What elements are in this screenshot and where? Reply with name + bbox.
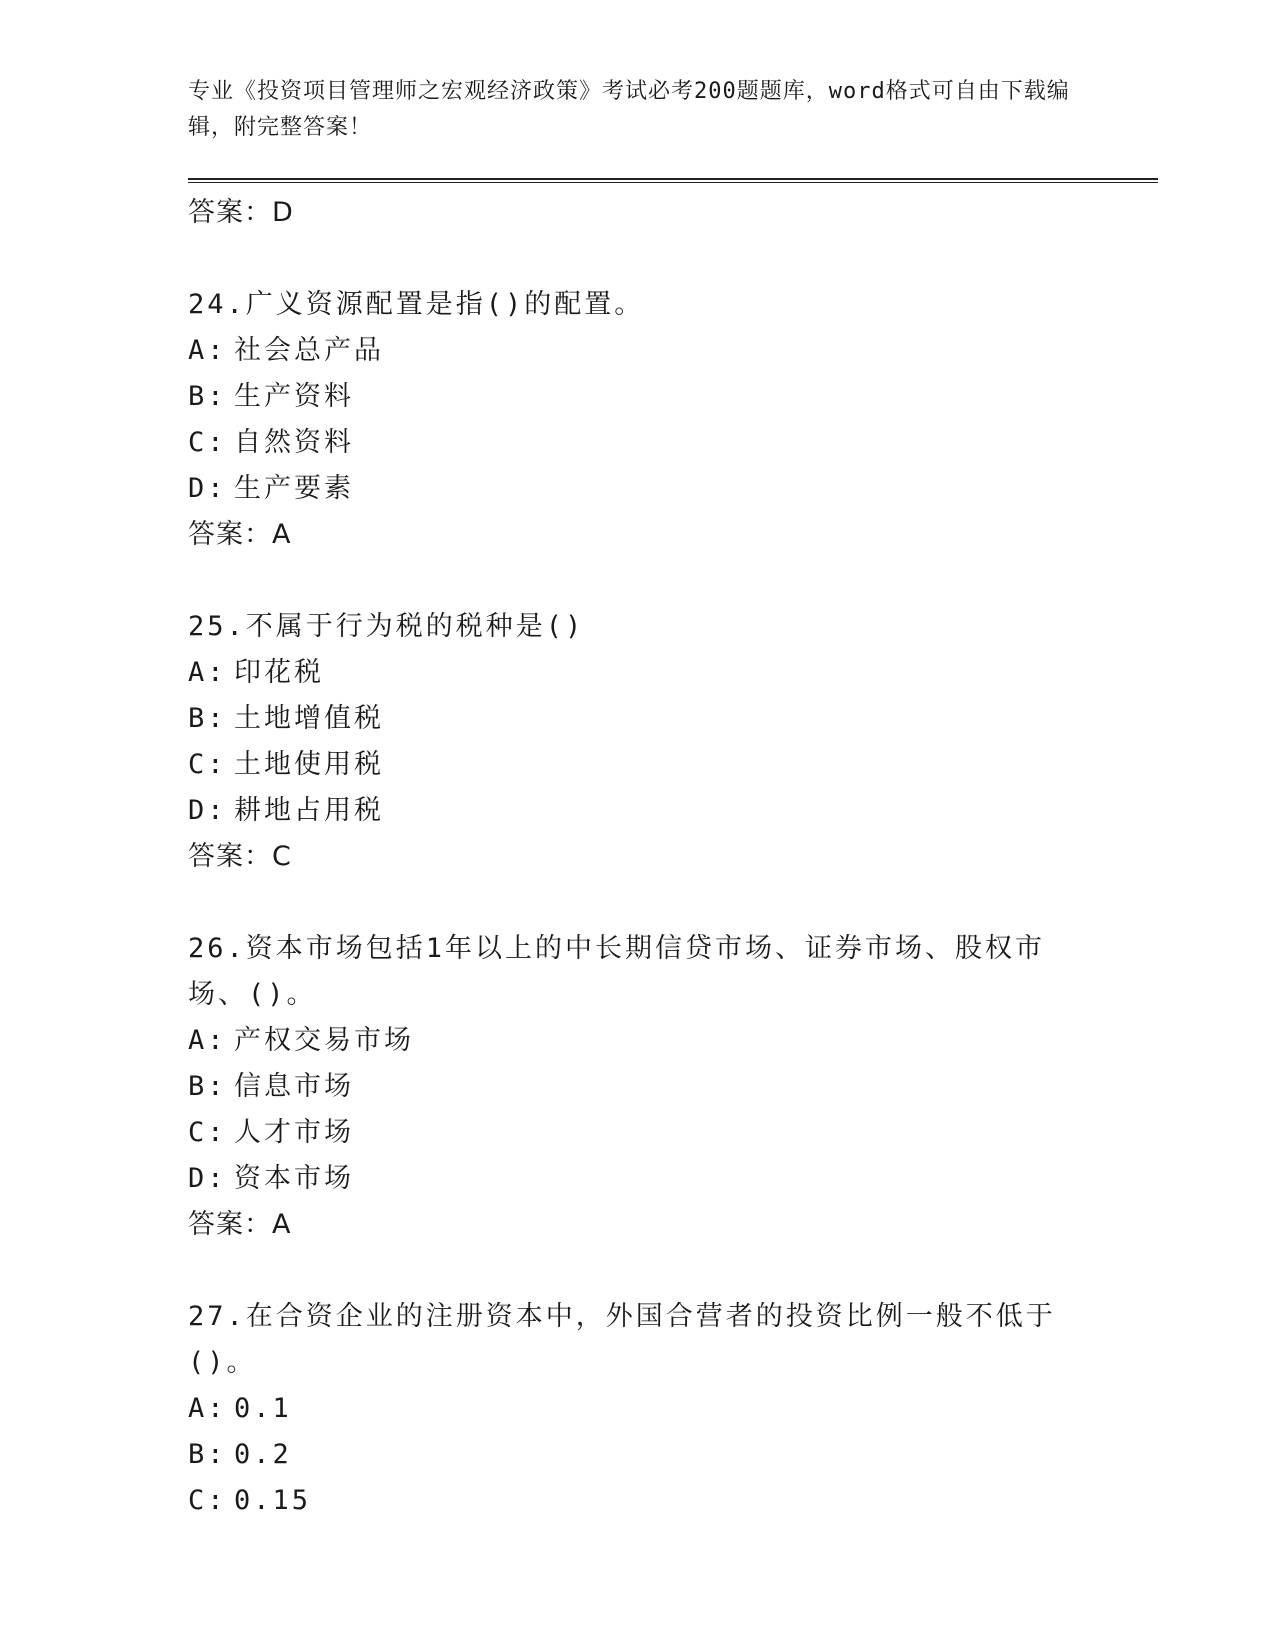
option-letter: A: xyxy=(188,1393,227,1424)
question-27 xyxy=(188,1294,1088,1524)
option-c xyxy=(188,742,1088,788)
option-letter: A: xyxy=(188,657,227,688)
document-header: 专业《投资项目管理师之宏观经济政策》考试必考200题题库，word格式可自由下载编辑，附完整答案！ xyxy=(188,79,1070,140)
option-letter: C: xyxy=(188,1117,227,1148)
option-b xyxy=(188,1064,1088,1110)
option-letter: A: xyxy=(188,1025,227,1056)
option-text: 0.1 xyxy=(234,1393,292,1424)
option-b xyxy=(188,374,1088,420)
question-text: 27.在合资企业的注册资本中，外国合营者的投资比例一般不低于()。 xyxy=(188,1301,1056,1378)
option-letter: C: xyxy=(188,427,227,458)
option-letter: B: xyxy=(188,381,227,412)
option-letter: D: xyxy=(188,473,227,504)
answer-line: 答案：D xyxy=(188,197,294,228)
option-text: 土地增值税 xyxy=(234,703,384,734)
option-letter: A: xyxy=(188,335,227,366)
question-26 xyxy=(188,926,1088,1248)
option-a xyxy=(188,1386,1088,1432)
option-text: 0.2 xyxy=(234,1439,292,1470)
option-text: 自然资料 xyxy=(234,427,354,458)
option-text: 信息市场 xyxy=(234,1071,354,1102)
answer-line: 答案：C xyxy=(188,841,292,872)
header-divider xyxy=(188,178,1158,183)
option-b xyxy=(188,696,1088,742)
option-text: 印花税 xyxy=(234,657,324,688)
option-letter: C: xyxy=(188,1485,227,1516)
option-a xyxy=(188,650,1088,696)
option-text: 生产要素 xyxy=(234,473,354,504)
option-text: 土地使用税 xyxy=(234,749,384,780)
option-text: 人才市场 xyxy=(234,1117,354,1148)
question-25 xyxy=(188,604,1088,880)
option-d xyxy=(188,1156,1088,1202)
option-text: 产权交易市场 xyxy=(234,1025,414,1056)
option-c xyxy=(188,1110,1088,1156)
answer-line: 答案：A xyxy=(188,519,292,550)
question-text: 26.资本市场包括1年以上的中长期信贷市场、证券市场、股权市场、()。 xyxy=(188,933,1046,1010)
option-text: 耕地占用税 xyxy=(234,795,384,826)
question-24 xyxy=(188,282,1088,558)
option-d xyxy=(188,466,1088,512)
option-d xyxy=(188,788,1088,834)
option-b xyxy=(188,1432,1088,1478)
option-letter: B: xyxy=(188,1439,227,1470)
option-text: 生产资料 xyxy=(234,381,354,412)
option-a xyxy=(188,328,1088,374)
option-letter: B: xyxy=(188,703,227,734)
option-c xyxy=(188,420,1088,466)
option-letter: D: xyxy=(188,795,227,826)
option-a xyxy=(188,1018,1088,1064)
answer-line: 答案：A xyxy=(188,1209,292,1240)
option-letter: D: xyxy=(188,1163,227,1194)
document-body xyxy=(188,190,1088,1524)
option-text: 0.15 xyxy=(234,1485,312,1516)
option-text: 资本市场 xyxy=(234,1163,354,1194)
question-text: 25.不属于行为税的税种是() xyxy=(188,611,585,642)
option-letter: C: xyxy=(188,749,227,780)
option-c xyxy=(188,1478,1088,1524)
option-letter: B: xyxy=(188,1071,227,1102)
option-text: 社会总产品 xyxy=(234,335,384,366)
question-text: 24.广义资源配置是指()的配置。 xyxy=(188,289,645,320)
